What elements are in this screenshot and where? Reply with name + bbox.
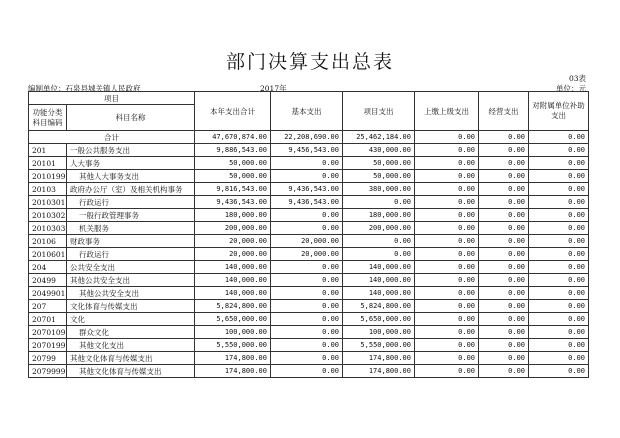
total-cell: 5,650,000.00	[195, 313, 271, 326]
table-row	[29, 313, 589, 326]
project-cell: 430,000.00	[343, 144, 415, 157]
name-cell: 其他公共安全支出	[67, 274, 195, 287]
turnover-cell: 0.00	[415, 339, 479, 352]
basic-cell: 0.00	[271, 274, 343, 287]
basic-cell: 20,000.00	[271, 235, 343, 248]
total-cell: 20,000.00	[195, 248, 271, 261]
business-cell: 0.00	[479, 196, 529, 209]
name-cell: 其他人大事务支出	[67, 170, 195, 183]
name-cell: 其他文化体育与传媒支出	[67, 365, 195, 378]
business-cell: 0.00	[479, 183, 529, 196]
total-row	[29, 131, 589, 144]
project-cell: 0.00	[343, 248, 415, 261]
total-cell: 50,000.00	[195, 157, 271, 170]
subsidy-cell: 0.00	[529, 339, 589, 352]
basic-cell: 0.00	[271, 157, 343, 170]
name-cell: 其他文化体育与传媒支出	[67, 352, 195, 365]
table-row	[29, 365, 589, 378]
name-cell: 一般公共服务支出	[67, 144, 195, 157]
organization-label: 编制单位：石泉县城关镇人民政府	[28, 84, 141, 93]
business-cell: 0.00	[479, 222, 529, 235]
total-cell: 140,000.00	[195, 274, 271, 287]
code-cell: 20106	[29, 235, 67, 248]
header-total: 本年支出合计	[195, 92, 271, 131]
table-row	[29, 248, 589, 261]
business-cell: 0.00	[479, 209, 529, 222]
subsidy-cell: 0.00	[529, 222, 589, 235]
code-cell: 20101	[29, 157, 67, 170]
turnover-cell: 0.00	[415, 157, 479, 170]
table-row	[29, 209, 589, 222]
table-row	[29, 144, 589, 157]
turnover-cell: 0.00	[415, 209, 479, 222]
project-cell: 100,000.00	[343, 326, 415, 339]
project-cell: 0.00	[343, 196, 415, 209]
total-cell: 174,800.00	[195, 365, 271, 378]
turnover-cell: 0.00	[415, 274, 479, 287]
table-row	[29, 196, 589, 209]
business-cell: 0.00	[479, 287, 529, 300]
table-row	[29, 235, 589, 248]
project-cell: 50,000.00	[343, 170, 415, 183]
subsidy-cell: 0.00	[529, 261, 589, 274]
subsidy-cell: 0.00	[529, 196, 589, 209]
business-cell: 0.00	[479, 339, 529, 352]
total-cell: 100,000.00	[195, 326, 271, 339]
name-cell: 行政运行	[67, 196, 195, 209]
subsidy-cell: 0.00	[529, 183, 589, 196]
header-project: 项目支出	[343, 92, 415, 131]
year-label: 2017年	[260, 84, 287, 93]
code-cell: 2010601	[29, 248, 67, 261]
business-cell: 0.00	[479, 144, 529, 157]
project-cell: 50,000.00	[343, 157, 415, 170]
basic-cell: 0.00	[271, 326, 343, 339]
code-cell: 20799	[29, 352, 67, 365]
name-cell: 行政运行	[67, 248, 195, 261]
basic-cell: 0.00	[271, 365, 343, 378]
total-cell: 9,436,543.00	[195, 196, 271, 209]
business-cell: 0.00	[479, 313, 529, 326]
turnover-cell: 0.00	[415, 365, 479, 378]
code-cell: 20499	[29, 274, 67, 287]
subsidy-cell: 0.00	[529, 365, 589, 378]
turnover-cell: 0.00	[415, 300, 479, 313]
turnover-cell: 0.00	[415, 261, 479, 274]
code-cell: 2010302	[29, 209, 67, 222]
code-cell: 2010199	[29, 170, 67, 183]
project-cell: 140,000.00	[343, 274, 415, 287]
basic-cell: 0.00	[271, 339, 343, 352]
code-cell: 207	[29, 300, 67, 313]
unit-label: 单位：元	[556, 84, 586, 93]
subsidy-cell: 0.00	[529, 209, 589, 222]
subsidy-cell: 0.00	[529, 287, 589, 300]
header-subsidy: 对附属单位补助支出	[529, 92, 589, 131]
code-cell: 201	[29, 144, 67, 157]
name-cell: 政府办公厅（室）及相关机构事务	[67, 183, 195, 196]
project-cell: 174,800.00	[343, 365, 415, 378]
turnover-cell: 0.00	[415, 248, 479, 261]
header-turnover: 上缴上级支出	[415, 92, 479, 131]
project-cell: 140,000.00	[343, 287, 415, 300]
total-cell: 200,000.00	[195, 222, 271, 235]
subsidy-cell: 0.00	[529, 131, 589, 144]
total-cell: 47,670,874.00	[195, 131, 271, 144]
code-cell: 2010303	[29, 222, 67, 235]
project-cell: 5,650,000.00	[343, 313, 415, 326]
name-cell: 财政事务	[67, 235, 195, 248]
subsidy-cell: 0.00	[529, 326, 589, 339]
name-cell: 其他文化支出	[67, 339, 195, 352]
business-cell: 0.00	[479, 131, 529, 144]
code-cell: 204	[29, 261, 67, 274]
name-cell: 人大事务	[67, 157, 195, 170]
business-cell: 0.00	[479, 235, 529, 248]
header-item: 项目	[29, 92, 195, 105]
name-cell: 机关服务	[67, 222, 195, 235]
total-cell: 20,000.00	[195, 235, 271, 248]
name-cell: 其他公共安全支出	[67, 287, 195, 300]
subsidy-cell: 0.00	[529, 248, 589, 261]
header-basic: 基本支出	[271, 92, 343, 131]
project-cell: 0.00	[343, 235, 415, 248]
table-row	[29, 326, 589, 339]
total-cell: 140,000.00	[195, 287, 271, 300]
turnover-cell: 0.00	[415, 235, 479, 248]
business-cell: 0.00	[479, 326, 529, 339]
project-cell: 174,800.00	[343, 352, 415, 365]
name-cell: 一般行政管理事务	[67, 209, 195, 222]
total-cell: 180,000.00	[195, 209, 271, 222]
table-row	[29, 222, 589, 235]
turnover-cell: 0.00	[415, 131, 479, 144]
expenditure-table	[28, 91, 589, 378]
business-cell: 0.00	[479, 261, 529, 274]
total-cell: 5,824,800.00	[195, 300, 271, 313]
code-cell: 20103	[29, 183, 67, 196]
subsidy-cell: 0.00	[529, 274, 589, 287]
table-row	[29, 287, 589, 300]
basic-cell: 20,000.00	[271, 248, 343, 261]
subsidy-cell: 0.00	[529, 313, 589, 326]
basic-cell: 0.00	[271, 261, 343, 274]
turnover-cell: 0.00	[415, 183, 479, 196]
project-cell: 140,000.00	[343, 261, 415, 274]
total-label: 合计	[29, 131, 195, 144]
header-code: 功能分类科目编码	[29, 105, 67, 131]
basic-cell: 0.00	[271, 287, 343, 300]
name-cell: 文化体育与传媒支出	[67, 300, 195, 313]
subsidy-cell: 0.00	[529, 235, 589, 248]
table-row	[29, 300, 589, 313]
total-cell: 9,816,543.00	[195, 183, 271, 196]
project-cell: 25,462,184.00	[343, 131, 415, 144]
turnover-cell: 0.00	[415, 313, 479, 326]
turnover-cell: 0.00	[415, 144, 479, 157]
project-cell: 180,000.00	[343, 209, 415, 222]
subsidy-cell: 0.00	[529, 157, 589, 170]
basic-cell: 9,436,543.00	[271, 196, 343, 209]
name-cell: 文化	[67, 313, 195, 326]
basic-cell: 0.00	[271, 170, 343, 183]
basic-cell: 22,208,690.00	[271, 131, 343, 144]
business-cell: 0.00	[479, 170, 529, 183]
code-cell: 20701	[29, 313, 67, 326]
basic-cell: 9,436,543.00	[271, 183, 343, 196]
business-cell: 0.00	[479, 274, 529, 287]
business-cell: 0.00	[479, 157, 529, 170]
project-cell: 380,000.00	[343, 183, 415, 196]
table-row	[29, 157, 589, 170]
subsidy-cell: 0.00	[529, 300, 589, 313]
table-row	[29, 261, 589, 274]
table-row	[29, 274, 589, 287]
header-business: 经营支出	[479, 92, 529, 131]
total-cell: 50,000.00	[195, 170, 271, 183]
basic-cell: 0.00	[271, 313, 343, 326]
project-cell: 5,550,000.00	[343, 339, 415, 352]
turnover-cell: 0.00	[415, 352, 479, 365]
form-number: 03表	[568, 74, 586, 83]
subsidy-cell: 0.00	[529, 144, 589, 157]
total-cell: 5,550,000.00	[195, 339, 271, 352]
code-cell: 2010301	[29, 196, 67, 209]
turnover-cell: 0.00	[415, 222, 479, 235]
basic-cell: 9,456,543.00	[271, 144, 343, 157]
turnover-cell: 0.00	[415, 287, 479, 300]
project-cell: 200,000.00	[343, 222, 415, 235]
turnover-cell: 0.00	[415, 196, 479, 209]
total-cell: 174,800.00	[195, 352, 271, 365]
name-cell: 群众文化	[67, 326, 195, 339]
basic-cell: 0.00	[271, 222, 343, 235]
table-row	[29, 170, 589, 183]
code-cell: 2070109	[29, 326, 67, 339]
code-cell: 2079999	[29, 365, 67, 378]
basic-cell: 0.00	[271, 209, 343, 222]
turnover-cell: 0.00	[415, 326, 479, 339]
turnover-cell: 0.00	[415, 170, 479, 183]
business-cell: 0.00	[479, 300, 529, 313]
basic-cell: 0.00	[271, 352, 343, 365]
table-row	[29, 352, 589, 365]
table-row	[29, 339, 589, 352]
subsidy-cell: 0.00	[529, 170, 589, 183]
business-cell: 0.00	[479, 248, 529, 261]
table-row	[29, 183, 589, 196]
name-cell: 公共安全支出	[67, 261, 195, 274]
total-cell: 9,886,543.00	[195, 144, 271, 157]
total-cell: 140,000.00	[195, 261, 271, 274]
business-cell: 0.00	[479, 365, 529, 378]
subsidy-cell: 0.00	[529, 352, 589, 365]
project-cell: 5,824,800.00	[343, 300, 415, 313]
basic-cell: 0.00	[271, 300, 343, 313]
code-cell: 2070199	[29, 339, 67, 352]
business-cell: 0.00	[479, 352, 529, 365]
code-cell: 2049901	[29, 287, 67, 300]
page-title: 部门决算支出总表	[225, 51, 394, 73]
header-name: 科目名称	[67, 105, 195, 131]
